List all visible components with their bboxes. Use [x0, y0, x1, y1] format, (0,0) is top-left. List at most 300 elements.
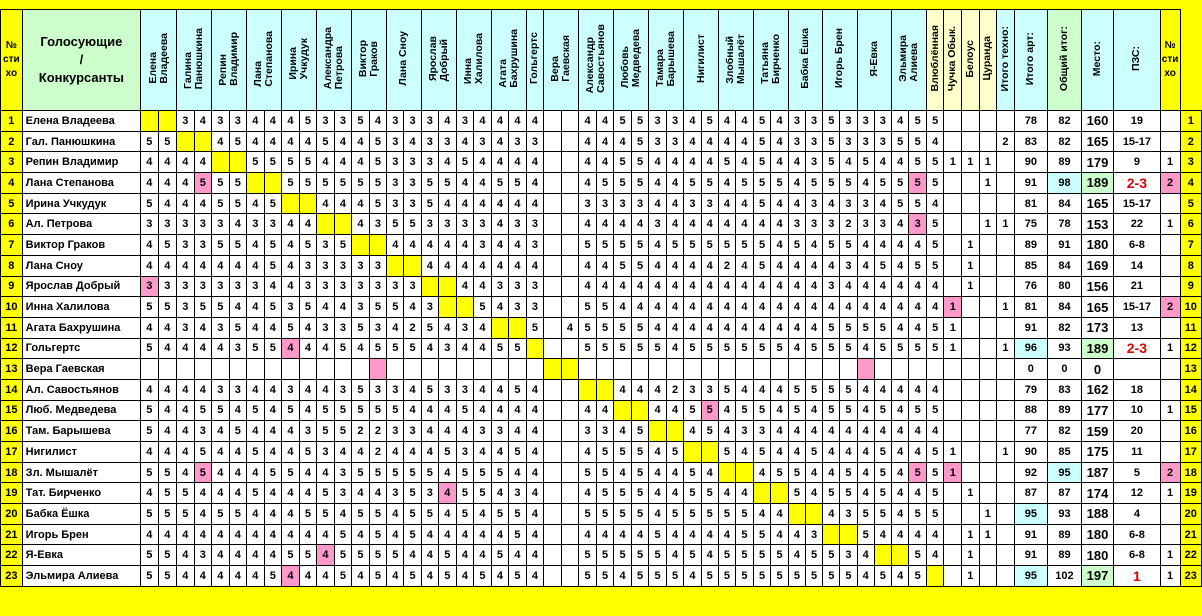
score-cell: 3	[299, 276, 317, 297]
contestant-name: Ярослав Добрый	[22, 276, 140, 297]
total-tech-cell: 91	[1014, 545, 1047, 566]
score-cell: 5	[788, 566, 805, 587]
score-cell: 5	[614, 545, 632, 566]
score-cell: 4	[666, 338, 684, 359]
self-vote-cell	[823, 524, 840, 545]
score-cell: 4	[474, 276, 492, 297]
score-cell: 5	[788, 379, 805, 400]
score-cell: 5	[596, 235, 614, 256]
score-cell: 5	[299, 235, 317, 256]
score-cell: 4	[264, 131, 282, 152]
score-cell: 4	[666, 317, 684, 338]
score-cell: 5	[631, 462, 649, 483]
extra-cell	[979, 276, 997, 297]
table-row	[1, 214, 1202, 235]
extra-cell	[962, 359, 980, 380]
extra-cell: 1	[944, 338, 962, 359]
score-cell: 4	[874, 297, 891, 318]
score-cell: 5	[177, 483, 195, 504]
score-cell: 5	[614, 111, 632, 132]
contestant-name: Ал. Савостьянов	[22, 379, 140, 400]
score-cell: 4	[404, 442, 421, 463]
score-cell: 3	[666, 111, 684, 132]
score-cell: 5	[369, 131, 387, 152]
extra-header	[962, 10, 980, 111]
score-cell: 5	[141, 131, 159, 152]
score-cell: 4	[840, 297, 857, 318]
table-row	[1, 193, 1202, 214]
score-cell: 4	[212, 462, 230, 483]
score-cell: 5	[666, 235, 684, 256]
score-cell: 4	[666, 545, 684, 566]
score-cell: 5	[404, 524, 421, 545]
score-cell: 4	[736, 214, 754, 235]
score-cell: 3	[649, 111, 667, 132]
score-cell: 4	[701, 276, 718, 297]
juror-header-line: Алиева	[907, 43, 920, 82]
self-vote-cell	[439, 297, 457, 318]
score-cell: 4	[526, 400, 544, 421]
score-cell: 4	[909, 235, 927, 256]
extra-cell	[944, 379, 962, 400]
score-cell: 4	[684, 214, 701, 235]
score-cell: 3	[649, 131, 667, 152]
juror-header	[857, 10, 891, 111]
score-cell: 4	[264, 317, 282, 338]
score-cell: 5	[718, 504, 736, 525]
row-number: 4	[1, 173, 23, 194]
row-number-right: 16	[1180, 421, 1202, 442]
score-cell: 5	[177, 504, 195, 525]
score-cell	[753, 359, 771, 380]
score-cell: 4	[666, 400, 684, 421]
total-all-cell: 180	[1081, 235, 1113, 256]
pzs-cell: 1	[1160, 338, 1180, 359]
score-cell: 5	[334, 338, 352, 359]
score-cell	[561, 545, 579, 566]
score-cell: 5	[352, 400, 370, 421]
self-vote-cell	[158, 111, 176, 132]
score-cell	[561, 400, 579, 421]
score-cell: 3	[456, 214, 474, 235]
table-row	[1, 462, 1202, 483]
score-cell: 5	[158, 566, 176, 587]
extra-cell: 1	[944, 297, 962, 318]
table-row	[1, 338, 1202, 359]
juror-header	[212, 10, 247, 111]
self-vote-cell	[891, 545, 909, 566]
juror-header	[421, 10, 456, 111]
score-cell: 3	[282, 379, 300, 400]
row-number: 13	[1, 359, 23, 380]
score-cell: 4	[753, 317, 771, 338]
score-cell: 4	[194, 338, 212, 359]
score-cell: 3	[805, 111, 822, 132]
score-cell: 5	[212, 235, 230, 256]
juror-header	[387, 10, 421, 111]
score-cell: 3	[736, 421, 754, 442]
score-cell	[840, 359, 857, 380]
score-cell: 5	[771, 545, 789, 566]
score-cell: 4	[439, 504, 457, 525]
score-cell: 5	[736, 524, 754, 545]
score-cell: 5	[387, 462, 404, 483]
score-cell: 4	[857, 566, 874, 587]
score-cell: 4	[158, 524, 176, 545]
score-cell: 4	[771, 214, 789, 235]
score-cell: 5	[264, 193, 282, 214]
score-cell: 5	[334, 545, 352, 566]
score-cell: 2	[369, 442, 387, 463]
score-cell: 4	[229, 442, 247, 463]
row-number-right: 5	[1180, 193, 1202, 214]
extra-cell	[997, 524, 1015, 545]
score-cell: 4	[736, 297, 754, 318]
row-number-right: 21	[1180, 524, 1202, 545]
score-cell: 4	[404, 400, 421, 421]
score-cell: 4	[456, 255, 474, 276]
score-cell	[649, 359, 667, 380]
total-all-cell: 197	[1081, 566, 1113, 587]
score-cell	[561, 297, 579, 318]
score-cell: 4	[805, 421, 822, 442]
contestant-name: Тат. Бирченко	[22, 483, 140, 504]
score-cell: 4	[421, 421, 439, 442]
pzs-cell	[1160, 235, 1180, 256]
score-cell: 4	[857, 545, 874, 566]
score-cell: 4	[299, 317, 317, 338]
self-vote-cell	[352, 235, 370, 256]
pzs-header	[1114, 10, 1161, 111]
score-cell: 5	[579, 462, 597, 483]
extra-cell	[962, 173, 980, 194]
score-cell: 4	[387, 317, 404, 338]
score-cell: 3	[509, 214, 527, 235]
score-cell: 5	[631, 173, 649, 194]
score-cell: 4	[509, 462, 527, 483]
row-number-right: 9	[1180, 276, 1202, 297]
place-cell: 2-3	[1114, 173, 1161, 194]
score-cell: 3	[788, 111, 805, 132]
score-cell: 4	[229, 524, 247, 545]
contestant-name: Гольгертс	[22, 338, 140, 359]
score-cell: 5	[369, 193, 387, 214]
juror-header	[579, 10, 614, 111]
contestant-name: Агата Бахрушина	[22, 317, 140, 338]
extra-cell	[997, 359, 1015, 380]
score-cell: 3	[857, 193, 874, 214]
score-cell: 4	[596, 276, 614, 297]
score-cell: 5	[317, 131, 335, 152]
score-cell: 5	[474, 462, 492, 483]
score-cell: 4	[158, 379, 176, 400]
score-cell: 4	[491, 566, 509, 587]
score-cell: 5	[926, 462, 944, 483]
score-cell	[544, 524, 561, 545]
score-cell: 5	[701, 400, 718, 421]
score-cell: 4	[158, 193, 176, 214]
score-cell: 4	[474, 255, 492, 276]
score-cell: 5	[387, 297, 404, 318]
place-cell: 6-8	[1114, 524, 1161, 545]
total-all-cell: 169	[1081, 255, 1113, 276]
score-cell: 5	[579, 566, 597, 587]
juror-header-line: Барышева	[665, 30, 678, 87]
score-cell: 4	[474, 173, 492, 194]
place-cell: 1	[1114, 566, 1161, 587]
score-cell: 4	[788, 545, 805, 566]
score-cell: 5	[404, 483, 421, 504]
extra-cell	[962, 379, 980, 400]
score-cell: 5	[282, 317, 300, 338]
score-cell: 3	[805, 131, 822, 152]
score-cell: 4	[177, 338, 195, 359]
self-vote-cell	[387, 255, 404, 276]
score-cell: 4	[421, 235, 439, 256]
score-cell: 4	[614, 462, 632, 483]
score-cell: 5	[840, 235, 857, 256]
score-cell: 4	[439, 400, 457, 421]
table-row	[1, 379, 1202, 400]
score-cell: 4	[509, 152, 527, 173]
row-number: 5	[1, 193, 23, 214]
contestant-name: Лана Степанова	[22, 173, 140, 194]
score-cell: 5	[247, 152, 265, 173]
score-cell: 4	[526, 421, 544, 442]
score-cell: 3	[387, 421, 404, 442]
score-cell	[561, 193, 579, 214]
score-cell: 4	[158, 317, 176, 338]
score-cell: 4	[194, 193, 212, 214]
self-vote-cell	[840, 524, 857, 545]
score-cell	[352, 359, 370, 380]
score-cell: 5	[684, 462, 701, 483]
table-row	[1, 359, 1202, 380]
score-cell: 4	[177, 545, 195, 566]
score-cell: 4	[299, 379, 317, 400]
score-cell: 3	[247, 214, 265, 235]
score-cell: 4	[891, 297, 909, 318]
table-row	[1, 235, 1202, 256]
header-title-top: Голосующие	[40, 34, 123, 49]
score-cell: 5	[614, 338, 632, 359]
score-cell: 3	[526, 297, 544, 318]
score-cell: 4	[317, 566, 335, 587]
score-cell: 4	[404, 545, 421, 566]
score-cell: 4	[334, 152, 352, 173]
score-cell: 3	[247, 276, 265, 297]
score-cell: 5	[317, 421, 335, 442]
score-cell	[177, 359, 195, 380]
pzs-header-label: ПЗС:	[1130, 46, 1143, 71]
score-cell: 5	[439, 545, 457, 566]
juror-header-line: Ирина	[287, 46, 300, 80]
score-cell: 4	[874, 379, 891, 400]
score-cell: 3	[299, 421, 317, 442]
score-cell: 5	[282, 545, 300, 566]
score-cell: 4	[788, 524, 805, 545]
score-cell: 5	[649, 338, 667, 359]
self-vote-cell	[194, 131, 212, 152]
score-cell: 5	[212, 400, 230, 421]
score-cell: 4	[909, 276, 927, 297]
juror-header-line: Вера	[549, 56, 562, 82]
score-cell	[299, 359, 317, 380]
score-cell	[544, 317, 561, 338]
score-cell: 5	[857, 524, 874, 545]
score-cell: 4	[491, 297, 509, 318]
score-cell: 5	[788, 483, 805, 504]
extra-cell	[997, 235, 1015, 256]
score-cell: 4	[439, 193, 457, 214]
total-art-cell: 80	[1048, 276, 1082, 297]
score-cell: 4	[158, 400, 176, 421]
score-cell: 4	[509, 421, 527, 442]
score-cell: 4	[194, 566, 212, 587]
juror-header-line: Савостьянов	[595, 24, 608, 93]
table-row	[1, 524, 1202, 545]
score-cell: 5	[614, 317, 632, 338]
total-art-cell: 85	[1048, 442, 1082, 463]
score-cell: 4	[753, 276, 771, 297]
extra-cell: 1	[997, 338, 1015, 359]
row-number-right: 3	[1180, 152, 1202, 173]
score-cell: 4	[158, 255, 176, 276]
score-cell: 4	[264, 504, 282, 525]
score-cell: 3	[456, 379, 474, 400]
score-cell: 4	[736, 131, 754, 152]
score-cell: 4	[596, 214, 614, 235]
score-cell: 5	[840, 566, 857, 587]
score-cell: 4	[439, 111, 457, 132]
place-cell: 10	[1114, 400, 1161, 421]
place-cell: 19	[1114, 111, 1161, 132]
score-cell: 4	[212, 545, 230, 566]
score-cell: 5	[509, 173, 527, 194]
score-cell: 4	[788, 276, 805, 297]
score-cell: 4	[788, 255, 805, 276]
table-row	[1, 276, 1202, 297]
score-cell: 5	[631, 421, 649, 442]
score-cell: 4	[421, 442, 439, 463]
contestant-name: Зл. Мышалёт	[22, 462, 140, 483]
score-cell: 3	[264, 214, 282, 235]
juror-header-line: Агата	[496, 59, 509, 88]
score-cell: 4	[474, 111, 492, 132]
score-cell: 3	[840, 111, 857, 132]
score-cell: 3	[909, 214, 927, 235]
score-cell: 4	[229, 483, 247, 504]
score-cell	[631, 359, 649, 380]
extra-cell: 1	[944, 442, 962, 463]
score-cell: 5	[596, 297, 614, 318]
score-cell: 4	[194, 317, 212, 338]
score-cell: 5	[369, 173, 387, 194]
row-number-right: 6	[1180, 214, 1202, 235]
score-cell: 4	[666, 297, 684, 318]
row-number: 19	[1, 483, 23, 504]
score-cell: 3	[299, 255, 317, 276]
score-cell: 4	[666, 276, 684, 297]
score-cell: 4	[614, 131, 632, 152]
score-cell: 5	[158, 483, 176, 504]
extra-cell	[997, 276, 1015, 297]
total-all-cell: 187	[1081, 462, 1113, 483]
score-cell: 4	[299, 566, 317, 587]
score-cell: 5	[701, 504, 718, 525]
score-cell	[823, 359, 840, 380]
score-cell: 5	[596, 338, 614, 359]
score-cell: 4	[264, 111, 282, 132]
score-cell	[684, 359, 701, 380]
score-cell: 5	[771, 338, 789, 359]
score-cell: 5	[474, 483, 492, 504]
score-cell: 5	[369, 297, 387, 318]
score-cell: 3	[387, 152, 404, 173]
score-cell: 5	[874, 173, 891, 194]
total-tech-cell: 81	[1014, 297, 1047, 318]
score-cell: 5	[823, 400, 840, 421]
score-cell: 4	[439, 483, 457, 504]
score-cell: 4	[736, 193, 754, 214]
score-cell: 5	[891, 173, 909, 194]
score-cell: 4	[891, 566, 909, 587]
score-cell	[561, 152, 579, 173]
table-row	[1, 152, 1202, 173]
score-cell: 5	[491, 173, 509, 194]
juror-header	[823, 10, 857, 111]
score-cell: 4	[857, 173, 874, 194]
score-cell	[526, 359, 544, 380]
juror-header	[891, 10, 926, 111]
score-cell: 5	[823, 483, 840, 504]
score-cell: 4	[509, 400, 527, 421]
score-cell: 3	[857, 111, 874, 132]
score-cell	[561, 421, 579, 442]
score-cell: 5	[141, 566, 159, 587]
score-cell: 4	[649, 255, 667, 276]
pzs-cell	[1160, 504, 1180, 525]
score-cell: 5	[857, 504, 874, 525]
score-cell: 5	[718, 442, 736, 463]
score-cell	[141, 359, 159, 380]
score-cell: 5	[264, 152, 282, 173]
total-art-header-label: Итого арт:	[1024, 31, 1037, 86]
extra-cell: 1	[944, 152, 962, 173]
score-cell: 4	[229, 545, 247, 566]
score-cell: 4	[926, 131, 944, 152]
score-cell: 4	[718, 524, 736, 545]
score-cell: 5	[229, 504, 247, 525]
score-cell: 4	[282, 483, 300, 504]
score-cell: 4	[509, 255, 527, 276]
extra-cell	[997, 545, 1015, 566]
row-number-right: 17	[1180, 442, 1202, 463]
score-cell: 4	[194, 152, 212, 173]
score-cell: 4	[421, 338, 439, 359]
score-cell: 5	[805, 566, 822, 587]
score-cell: 4	[788, 338, 805, 359]
row-number-right: 4	[1180, 173, 1202, 194]
self-vote-cell	[334, 214, 352, 235]
score-cell: 4	[474, 524, 492, 545]
score-cell: 3	[526, 276, 544, 297]
score-cell: 4	[387, 566, 404, 587]
self-vote-cell	[561, 359, 579, 380]
score-cell: 4	[247, 297, 265, 318]
score-cell: 4	[788, 421, 805, 442]
score-cell	[544, 379, 561, 400]
